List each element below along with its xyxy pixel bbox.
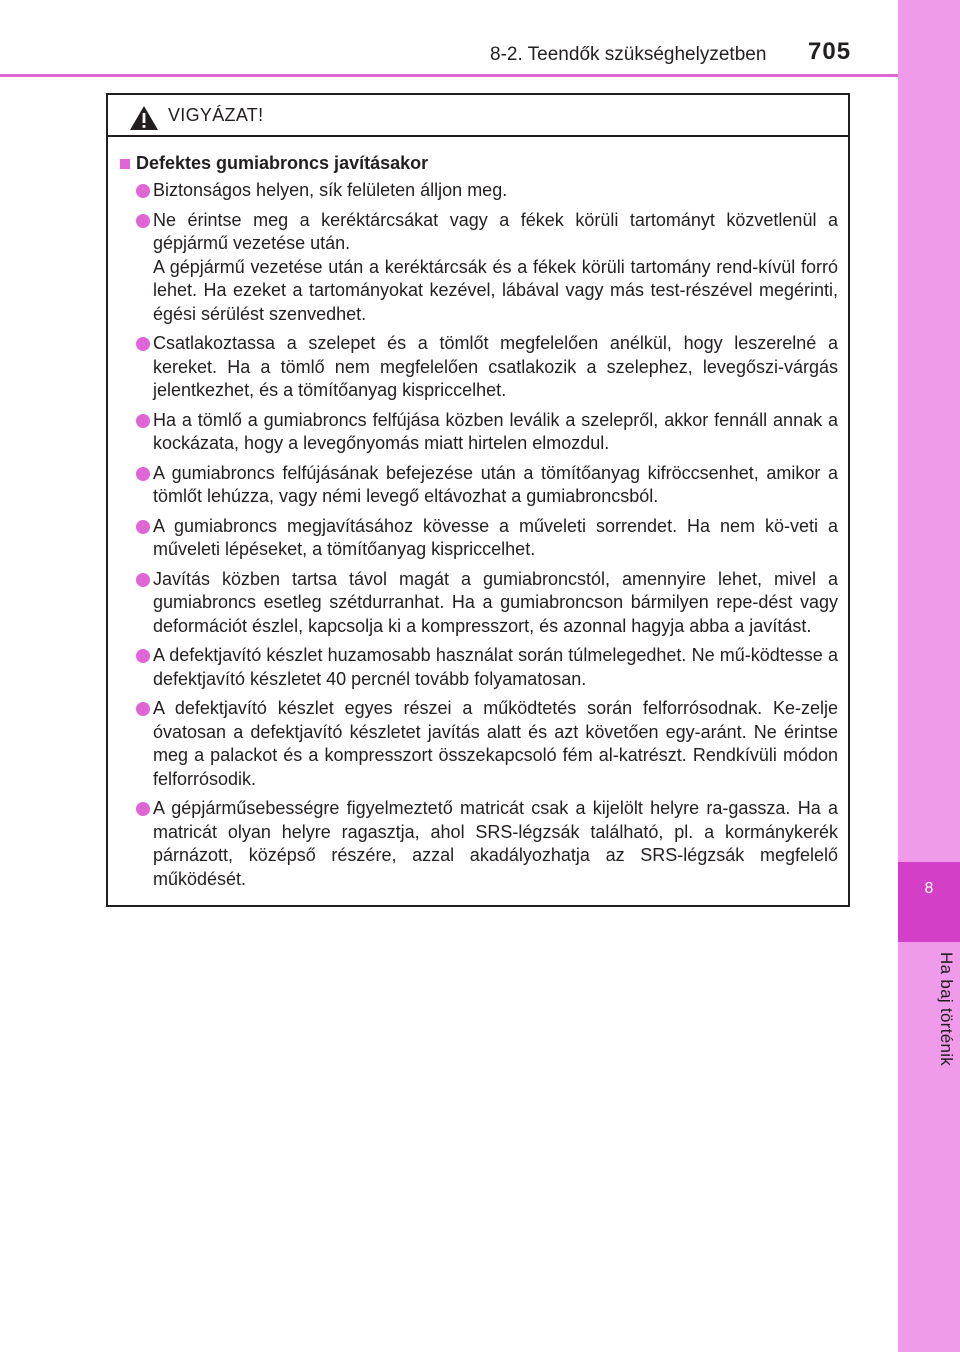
- caution-list: [118, 179, 838, 891]
- chapter-side-tab: [898, 0, 960, 1352]
- caution-label: VIGYÁZAT!: [168, 105, 264, 125]
- chapter-number-tab: [898, 862, 960, 942]
- bullet-dot-icon: [136, 649, 150, 663]
- square-bullet-icon: [120, 159, 130, 169]
- caution-item: Biztonságos helyen, sík felületen álljon meg.: [118, 179, 838, 203]
- caution-item: Csatlakoztassa a szelepet és a tömlőt megfelelően anélkül, hogy leszerelné a kereket. Ha a tömlő nem megfelelően csatlakozik a szelephez, levegőszi-várgás jelentkezhet, és a tömítőanyag kispriccelhet.: [118, 332, 838, 403]
- warning-triangle-icon: [129, 105, 159, 131]
- caution-item: Ne érintse meg a keréktárcsákat vagy a fékek körüli tartományt közvetlenül a gépjármű vezetése után. A gépjármű vezetése után a keréktárcsák és a fékek körüli tartomány rend-kívül forró lehet. Ha ezeket a tartományokat kezével, lábával vagy más test-részével megérinti, égési sérülést szenvedhet.: [118, 209, 838, 327]
- page-number: 705: [808, 38, 852, 65]
- caution-item: A gépjárműsebességre figyelmeztető matricát csak a kijelölt helyre ra-gassza. Ha a matricát olyan helyre ragasztja, ahol SRS-légzsák található, pl. a kormánykerék párnázott, középső részére, azzal akadályozhatja az SRS-légzsák megfelelő működését.: [118, 797, 838, 891]
- caution-item: Javítás közben tartsa távol magát a gumiabroncstól, amennyire lehet, mivel a gumiabroncs esetleg szétdurranhat. Ha a gumiabroncson bármilyen repe-dést vagy deformációt észlel, kapcsolja ki a kompresszort, és azonnal hagyja abba a javítást.: [118, 568, 838, 639]
- caution-item: A defektjavító készlet egyes részei a működtetés során felforrósodnak. Ke-zelje óvatosan a defektjavító készletet javítás alatt és azt követően egy-aránt. Ne érintse meg a palackot és a kompresszort összekapcsoló fém al-katrészt. Rendkívüli módon felforrósodik.: [118, 697, 838, 791]
- bullet-dot-icon: [136, 702, 150, 716]
- caution-item: A gumiabroncs megjavításához kövesse a műveleti sorrendet. Ha nem kö-veti a műveleti lépéseket, a tömítőanyag kispriccelhet.: [118, 515, 838, 562]
- bullet-dot-icon: [136, 573, 150, 587]
- header-rule: [0, 74, 898, 77]
- bullet-dot-icon: [136, 520, 150, 534]
- caution-box: [106, 93, 850, 907]
- bullet-dot-icon: [136, 467, 150, 481]
- section-header-title: 8-2. Teendők szükséghelyzetben: [490, 44, 767, 65]
- bullet-dot-icon: [136, 214, 150, 228]
- caution-header: [108, 95, 848, 137]
- chapter-number: 8: [924, 880, 934, 897]
- bullet-dot-icon: [136, 414, 150, 428]
- caution-item: A gumiabroncs felfújásának befejezése után a tömítőanyag kifröccsenhet, amikor a tömlőt lehúzza, vagy némi levegő eltávozhat a gumiabroncsból.: [118, 462, 838, 509]
- caution-item: Ha a tömlő a gumiabroncs felfújása közben leválik a szelepről, akkor fennáll annak a kockázata, hogy a levegőnyomás miatt hirtelen elmozdul.: [118, 409, 838, 456]
- caution-item: A defektjavító készlet huzamosabb használat során túlmelegedhet. Ne mű-ködtesse a defektjavító készletet 40 percnél tovább folyamatosan.: [118, 644, 838, 691]
- caution-section-title: [118, 152, 838, 175]
- bullet-dot-icon: [136, 337, 150, 351]
- chapter-title: Ha baj történik: [937, 952, 956, 1067]
- bullet-dot-icon: [136, 802, 150, 816]
- caution-section-title-text: Defektes gumiabroncs javításakor: [136, 153, 429, 173]
- bullet-dot-icon: [136, 184, 150, 198]
- caution-body: [108, 137, 848, 891]
